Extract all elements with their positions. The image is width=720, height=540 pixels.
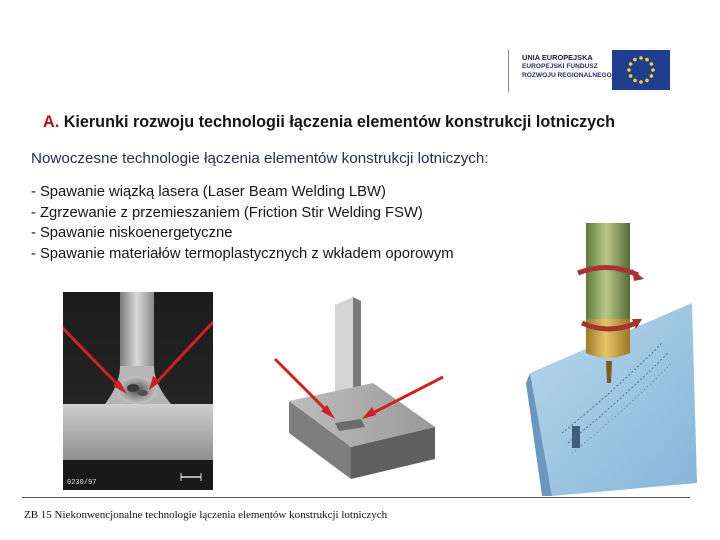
technology-list (31, 182, 454, 264)
list-item (31, 244, 454, 265)
friction-stir-welding-illustration (522, 223, 697, 496)
list-dash: - (31, 245, 36, 262)
weld-micrograph-image (63, 292, 213, 490)
slide-title (43, 113, 615, 132)
list-item-text: Zgrzewanie z przemieszaniem (Friction Stir Welding FSW) (39, 204, 423, 221)
list-item-text: Spawanie niskoenergetyczne (39, 225, 233, 241)
micrograph-caption: 0230/97 (67, 479, 97, 487)
eu-logo-line-3: ROZWOJU REGIONALNEGO (522, 72, 612, 79)
footer-text: ZB 15 Niekonwencjonalne technologie łączenia elementów konstrukcji lotniczych (24, 509, 388, 521)
eu-logo-divider (508, 50, 509, 92)
list-item-text: Spawanie wiązką lasera (Laser Beam Welding LBW) (39, 184, 386, 200)
list-item (31, 182, 454, 203)
title-text: Kierunki rozwoju technologii łączenia elementów konstrukcji lotniczych (63, 113, 616, 131)
eu-logo-text (522, 53, 610, 80)
footer-divider (22, 497, 690, 498)
eu-flag-icon (612, 50, 670, 90)
list-item (31, 223, 454, 244)
slide-subtitle: Nowoczesne technologie łączenia elementów konstrukcji lotniczych: (31, 150, 489, 167)
list-dash: - (31, 184, 36, 200)
list-dash: - (31, 225, 36, 241)
eu-logo-line-1: UNIA EUROPEJSKA (522, 53, 593, 62)
t-joint-illustration (265, 295, 455, 495)
list-dash: - (31, 204, 36, 221)
list-item (31, 203, 454, 224)
eu-logo-line-2: EUROPEJSKI FUNDUSZ (522, 63, 598, 70)
title-letter: A. (43, 113, 60, 131)
list-item-text: Spawanie materiałów termoplastycznych z wkładem oporowym (39, 245, 454, 262)
